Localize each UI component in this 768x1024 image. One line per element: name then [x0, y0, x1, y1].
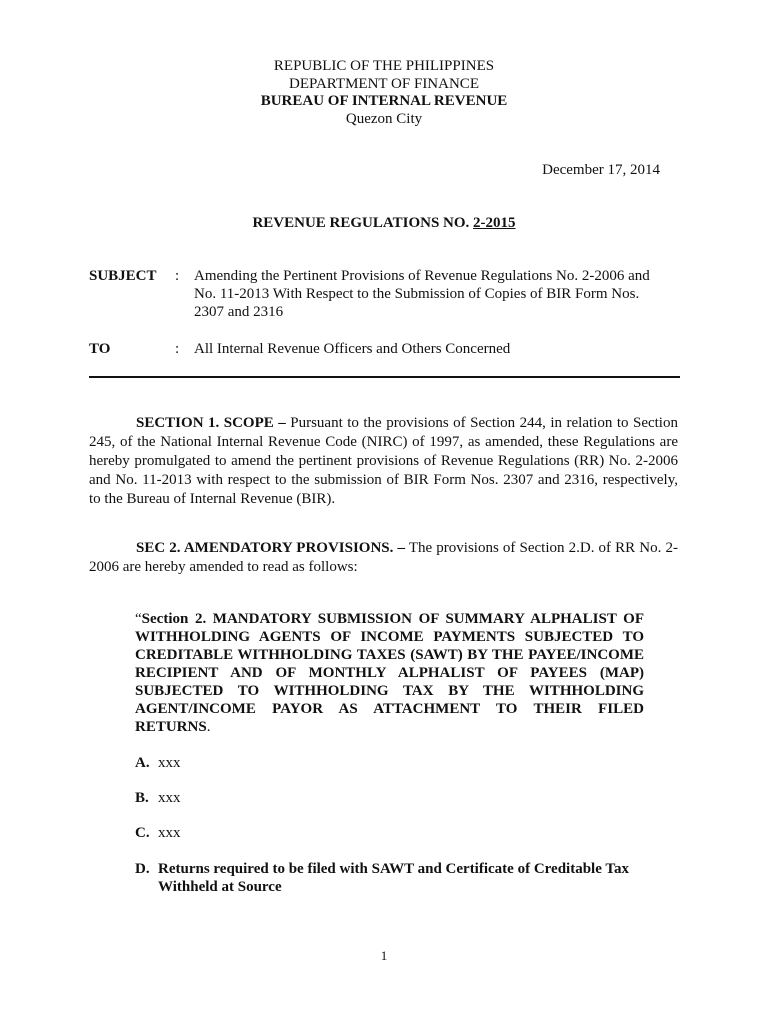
regulation-title: [0, 214, 768, 232]
quoted-section-text: Section 2. MANDATORY SUBMISSION OF SUMMARY ALPHALIST OF WITHHOLDING AGENTS OF INCOME PAYMENTS SUBJECTED TO CREDITABLE WITHHOLDING TAXES (SAWT) BY THE PAYEE/INCOME RECIPIENT AND OF MONTHLY ALPHALIST OF PAYEES (MAP) SUBJECTED TO WITHHOLDING TAX BY THE WITHHOLDING AGENT/INCOME PAYOR AS ATTACHMENT TO THEIR FILED RETURNS: [135, 611, 644, 735]
page-number: 1: [380, 948, 388, 963]
document-date: December 17, 2014: [542, 162, 660, 178]
letterhead-city: Quezon City: [345, 110, 423, 127]
list-item-letter: D.: [135, 861, 150, 877]
section-1-body: Pursuant to the provisions of Section 244, in relation to Section 245, of the National Internal Revenue Code (NIRC) of 1997, as amended, these Regulations are hereby promulgated to amend the pertinent provisions of Revenue Regulations (RR) No. 2-2006 and No. 11-2013 with respect to the submission of BIR Form Nos. 2307 and 2316, respectively, to the Bureau of Internal Revenue (BIR).: [89, 415, 678, 507]
quoted-section-heading: [135, 610, 644, 736]
to-colon: :: [175, 341, 180, 357]
regulation-number: 2-2015: [473, 215, 516, 231]
list-item-text: xxx: [158, 825, 181, 841]
section-2-heading: SEC 2. AMENDATORY PROVISIONS. –: [136, 540, 406, 556]
letterhead-country: REPUBLIC OF THE PHILIPPINES: [273, 58, 495, 74]
section-2-body: The provisions of Section 2.D. of RR No. 2-2006 are hereby amended to read as follows:: [89, 540, 678, 575]
regulation-title-prefix: REVENUE REGULATIONS NO.: [252, 215, 474, 231]
letterhead-bureau: BUREAU OF INTERNAL REVENUE: [260, 93, 508, 109]
list-item-letter: C.: [135, 825, 150, 841]
header-divider: [89, 376, 680, 378]
subject-text: Amending the Pertinent Provisions of Revenue Regulations No. 2-2006 and No. 11-2013 With Respect to the Submission of Copies of BIR Form Nos. 2307 and 2316: [194, 268, 650, 320]
list-item-text: Returns required to be filed with SAWT and Certificate of Creditable Tax Withheld at Source: [158, 861, 629, 895]
to-text: All Internal Revenue Officers and Others Concerned: [194, 341, 511, 357]
list-item-letter: B.: [135, 790, 149, 806]
list-item-text: xxx: [158, 790, 181, 806]
list-item-letter: A.: [135, 755, 150, 771]
subject-label: SUBJECT: [89, 268, 157, 284]
open-quote: “: [135, 611, 142, 627]
to-label: TO: [89, 341, 111, 357]
list-item-text: xxx: [158, 755, 181, 771]
subject-colon: :: [175, 268, 180, 284]
letterhead-department: DEPARTMENT OF FINANCE: [289, 75, 479, 92]
letterhead: [0, 58, 768, 128]
section-1-paragraph: [89, 414, 678, 509]
section-2-paragraph: [89, 539, 678, 577]
quoted-section-period: .: [206, 719, 211, 735]
section-1-heading: SECTION 1. SCOPE –: [136, 415, 286, 431]
